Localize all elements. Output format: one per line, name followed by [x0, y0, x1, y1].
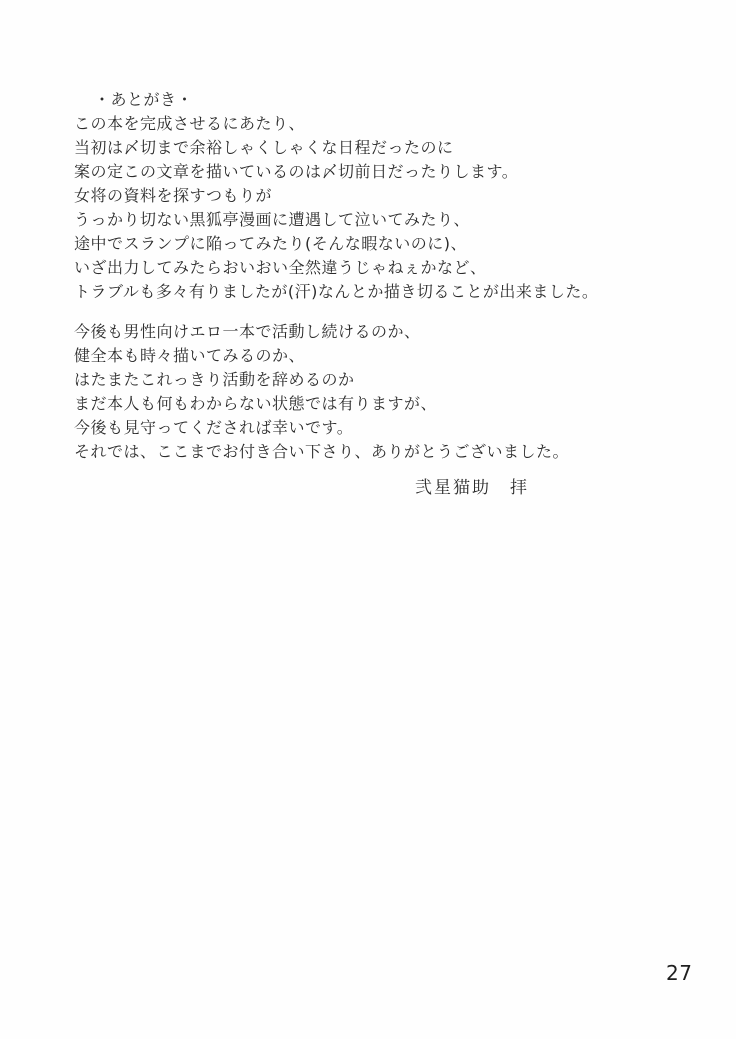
afterword-line: この本を完成させるにあたり、: [74, 114, 306, 133]
afterword-line: 今後も見守ってくだされば幸いです。: [74, 418, 354, 437]
afterword-line: 女将の資料を探すつもりが: [74, 186, 273, 205]
afterword-text-block: [74, 88, 674, 464]
afterword-line: まだ本人も何もわからない状態では有りますが、: [74, 394, 438, 413]
afterword-line: それでは、ここまでお付き合い下さり、ありがとうございました。: [74, 442, 570, 461]
afterword-line: 今後も男性向けエロ一本で活動し続けるのか、: [74, 322, 421, 341]
afterword-line: 健全本も時々描いてみるのか、: [74, 346, 306, 365]
afterword-line: うっかり切ない黒狐亭漫画に遭遇して泣いてみたり、: [74, 210, 471, 229]
afterword-line: いざ出力してみたらおいおい全然違うじゃねぇかなど、: [74, 258, 487, 277]
afterword-line: 当初は〆切まで余裕しゃくしゃくな日程だったのに: [74, 138, 454, 157]
afterword-line: 案の定この文章を描いているのは〆切前日だったりします。: [74, 162, 519, 181]
author-signature: 弐星猫助 拝: [415, 478, 529, 498]
afterword-line: 途中でスランプに陥ってみたり(そんな暇ないのに)、: [74, 234, 467, 253]
afterword-line: トラブルも多々有りましたが(汗)なんとか描き切ることが出来ました。: [74, 282, 599, 301]
afterword-title: ・あとがき・: [94, 90, 194, 109]
page-number: 27: [666, 961, 693, 985]
afterword-line: はたまたこれっきり活動を辞めるのか: [74, 370, 355, 389]
paragraph-spacer: [74, 304, 674, 320]
